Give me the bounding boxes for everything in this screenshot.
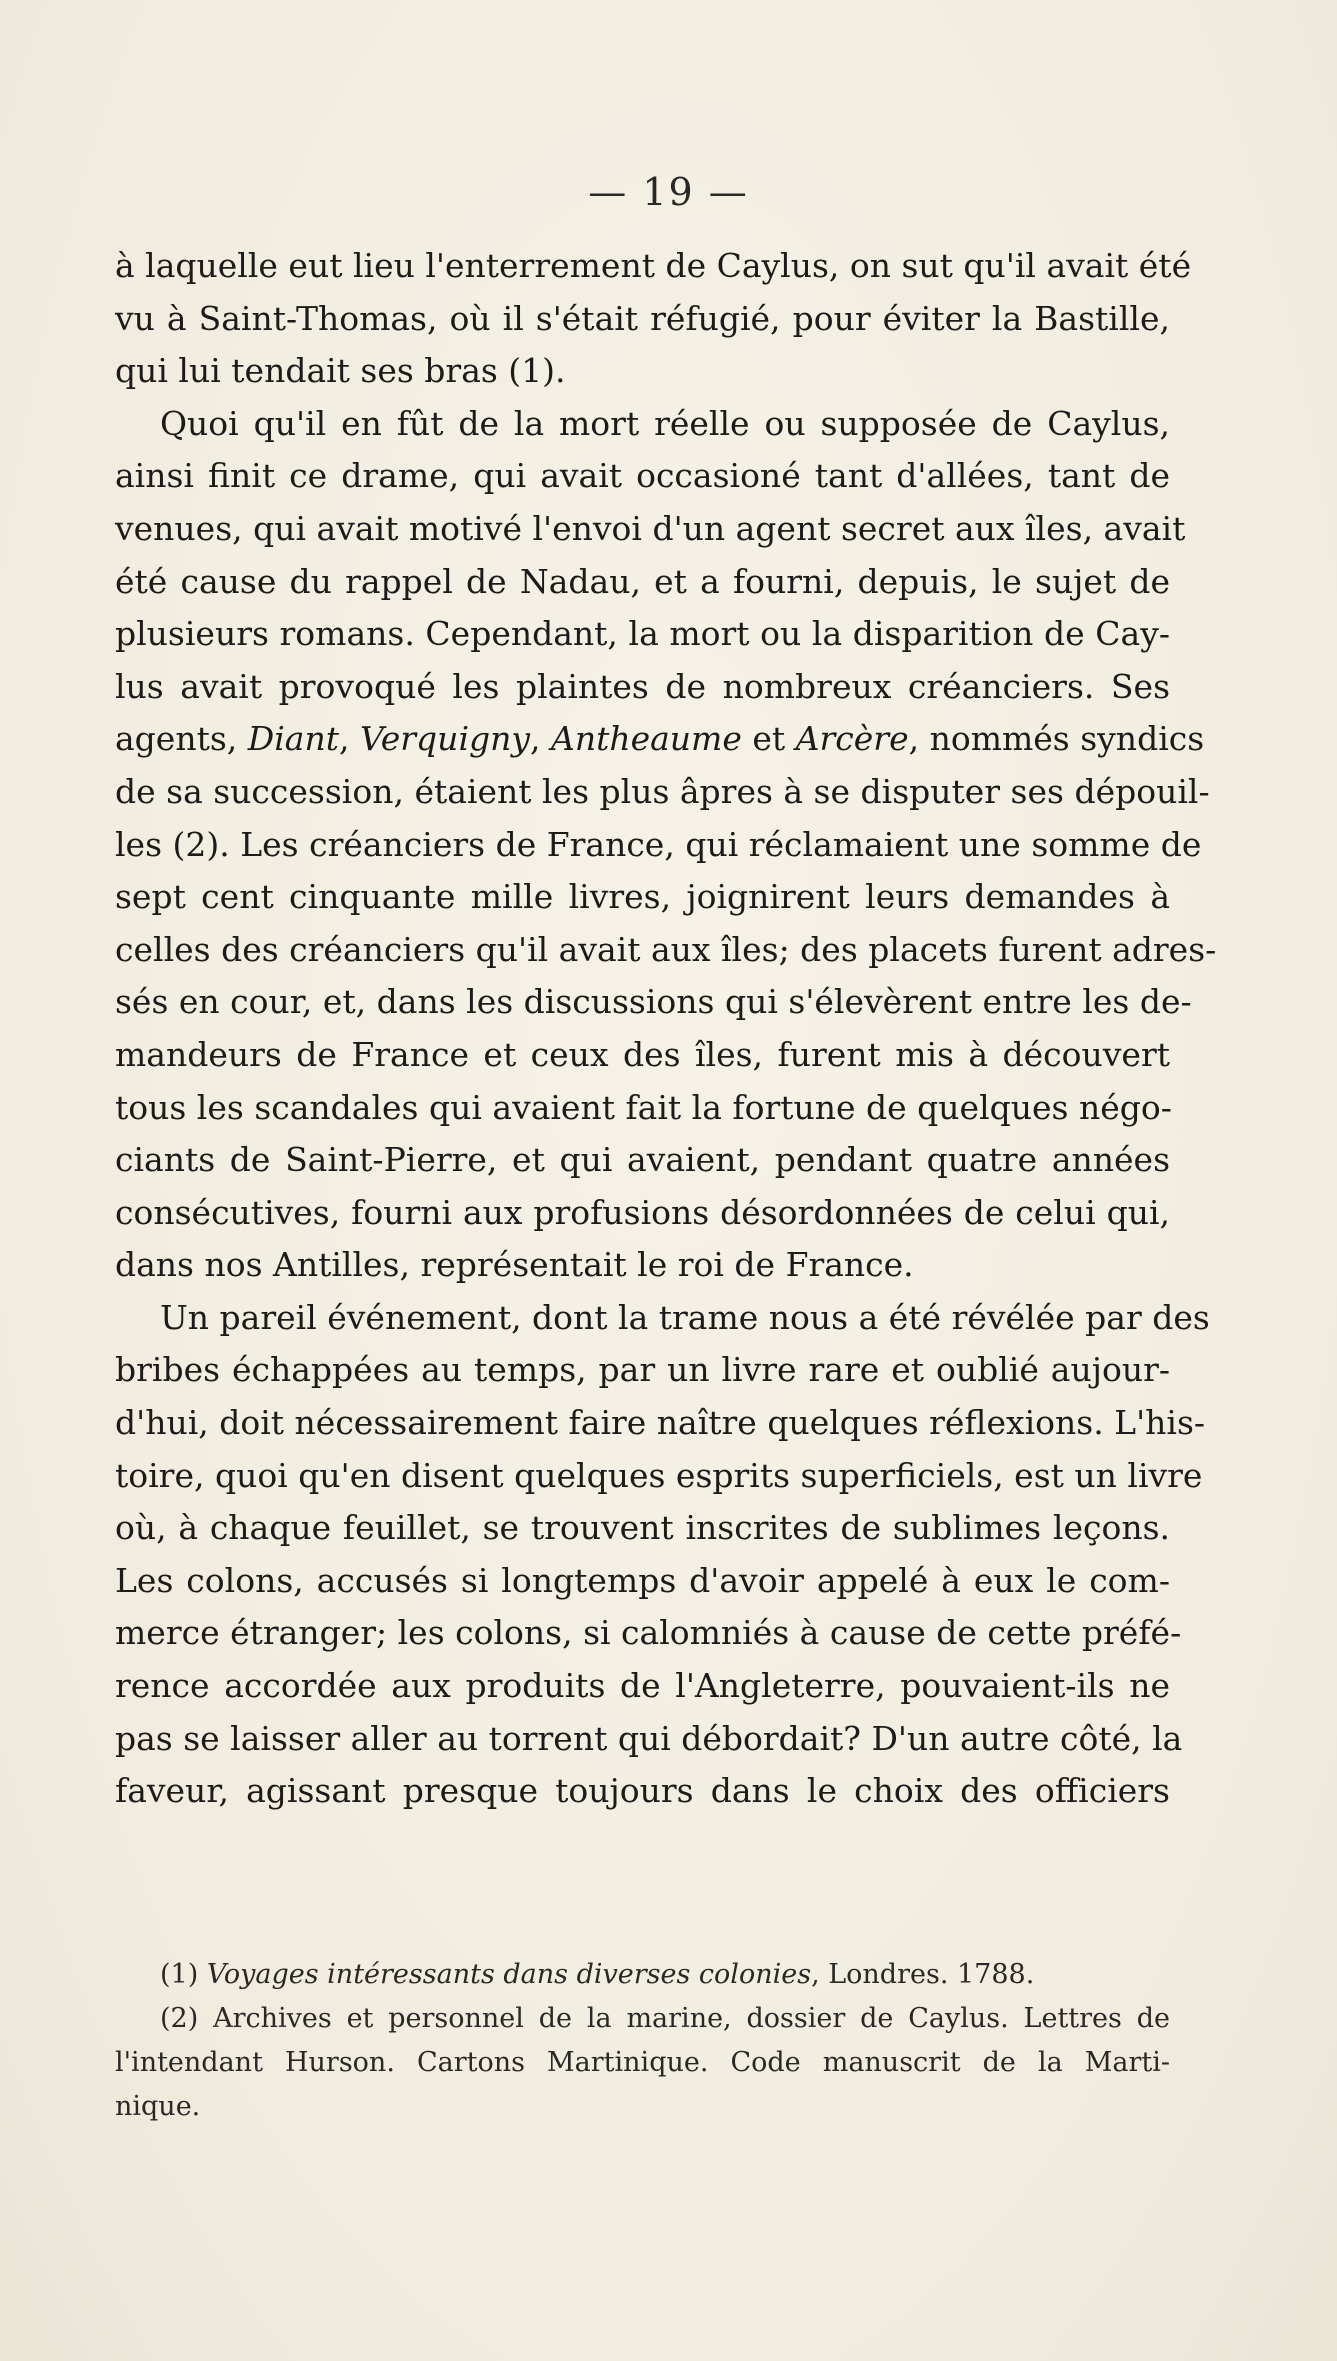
text-line: Les colons, accusés si longtemps d'avoir appelé à eux le com- <box>115 1560 1170 1600</box>
text-line: ciants de Saint-Pierre, et qui avaient, pendant quatre années <box>115 1140 1170 1180</box>
text-line: Quoi qu'il en fût de la mort réelle ou supposée de Caylus, <box>160 403 1170 443</box>
footnote-2-line: l'intendant Hurson. Cartons Martinique. Code manuscrit de la Marti- <box>115 2047 1170 2078</box>
agent-name: Antheaume <box>551 719 742 759</box>
text-line: dans nos Antilles, représentait le roi de France. <box>115 1245 914 1285</box>
footnote-rest: , Londres. 1788. <box>811 1959 1035 1990</box>
text-line: merce étranger; les colons, si calomniés à cause de cette préfé- <box>115 1613 1182 1653</box>
text-line: été cause du rappel de Nadau, et a fourni, depuis, le sujet de <box>115 561 1170 601</box>
footnotes <box>115 1953 1170 2129</box>
text-line: à laquelle eut lieu l'enterrement de Caylus, on sut qu'il avait été <box>115 246 1192 285</box>
text-line: rence accordée aux produits de l'Angleterre, pouvaient-ils ne <box>115 1666 1170 1706</box>
text-line: consécutives, fourni aux profusions désordonnées de celui qui, <box>115 1192 1170 1232</box>
text-line: bribes échappées au temps, par un livre rare et oublié aujour- <box>115 1350 1170 1390</box>
text-line: sés en cour, et, dans les discussions qui s'élevèrent entre les de- <box>115 982 1192 1022</box>
text-line: qui lui tendait ses bras (1). <box>115 351 566 391</box>
text-line: les (2). Les créanciers de France, qui réclamaient une somme de <box>115 824 1202 864</box>
text-line: lus avait provoqué les plaintes de nombreux créanciers. Ses <box>115 666 1170 706</box>
text-line-agents <box>115 713 1205 766</box>
separator: et <box>741 719 796 759</box>
text-line: venues, qui avait motivé l'envoi d'un agent secret aux îles, avait <box>115 508 1186 548</box>
footnote-number: (1) <box>160 1959 199 1990</box>
text-line: pas se laisser aller au torrent qui débordait? D'un autre côté, la <box>115 1718 1183 1758</box>
agents-suffix: , nommés syndics <box>908 719 1205 759</box>
footnote-title: Voyages intéressants dans diverses colonies <box>206 1959 812 1990</box>
text-line: plusieurs romans. Cependant, la mort ou la disparition de Cay- <box>115 614 1170 654</box>
text-line: mandeurs de France et ceux des îles, furent mis à découvert <box>115 1034 1170 1074</box>
text-line: d'hui, doit nécessairement faire naître quelques réflexions. L'his- <box>115 1403 1206 1443</box>
page-number: — 19 — <box>588 170 749 214</box>
text-line: ainsi finit ce drame, qui avait occasioné tant d'allées, tant de <box>115 456 1170 496</box>
text-line: toire, quoi qu'en disent quelques esprits superficiels, est un livre <box>115 1455 1203 1495</box>
body-text <box>115 240 1217 1818</box>
text-line: faveur, agissant presque toujours dans le choix des officiers <box>115 1771 1170 1811</box>
agent-name: Verquigny <box>359 719 531 759</box>
footnote-2-line: (2) Archives et personnel de la marine, dossier de Caylus. Lettres de <box>160 2003 1170 2034</box>
text-line: vu à Saint-Thomas, où il s'était réfugié, pour éviter la Bastille, <box>115 298 1170 338</box>
text-line: tous les scandales qui avaient fait la fortune de quelques négo- <box>115 1087 1172 1127</box>
text-line: Un pareil événement, dont la trame nous a été révélée par des <box>160 1297 1210 1337</box>
text-line: sept cent cinquante mille livres, joignirent leurs demandes à <box>115 877 1170 917</box>
text-line: où, à chaque feuillet, se trouvent inscrites de sublimes leçons. <box>115 1508 1170 1548</box>
text-line: celles des créanciers qu'il avait aux îles; des placets furent adres- <box>115 929 1217 969</box>
text-line: de sa succession, étaient les plus âpres à se disputer ses dépouil- <box>115 771 1210 811</box>
footnote-1 <box>115 1953 1170 1997</box>
agents-prefix: agents, <box>115 719 248 759</box>
agent-name: Arcère <box>795 719 909 759</box>
separator: , <box>530 719 551 759</box>
separator: , <box>338 719 360 759</box>
footnote-2-line: nique. <box>115 2091 201 2122</box>
agent-name: Diant <box>247 719 339 759</box>
